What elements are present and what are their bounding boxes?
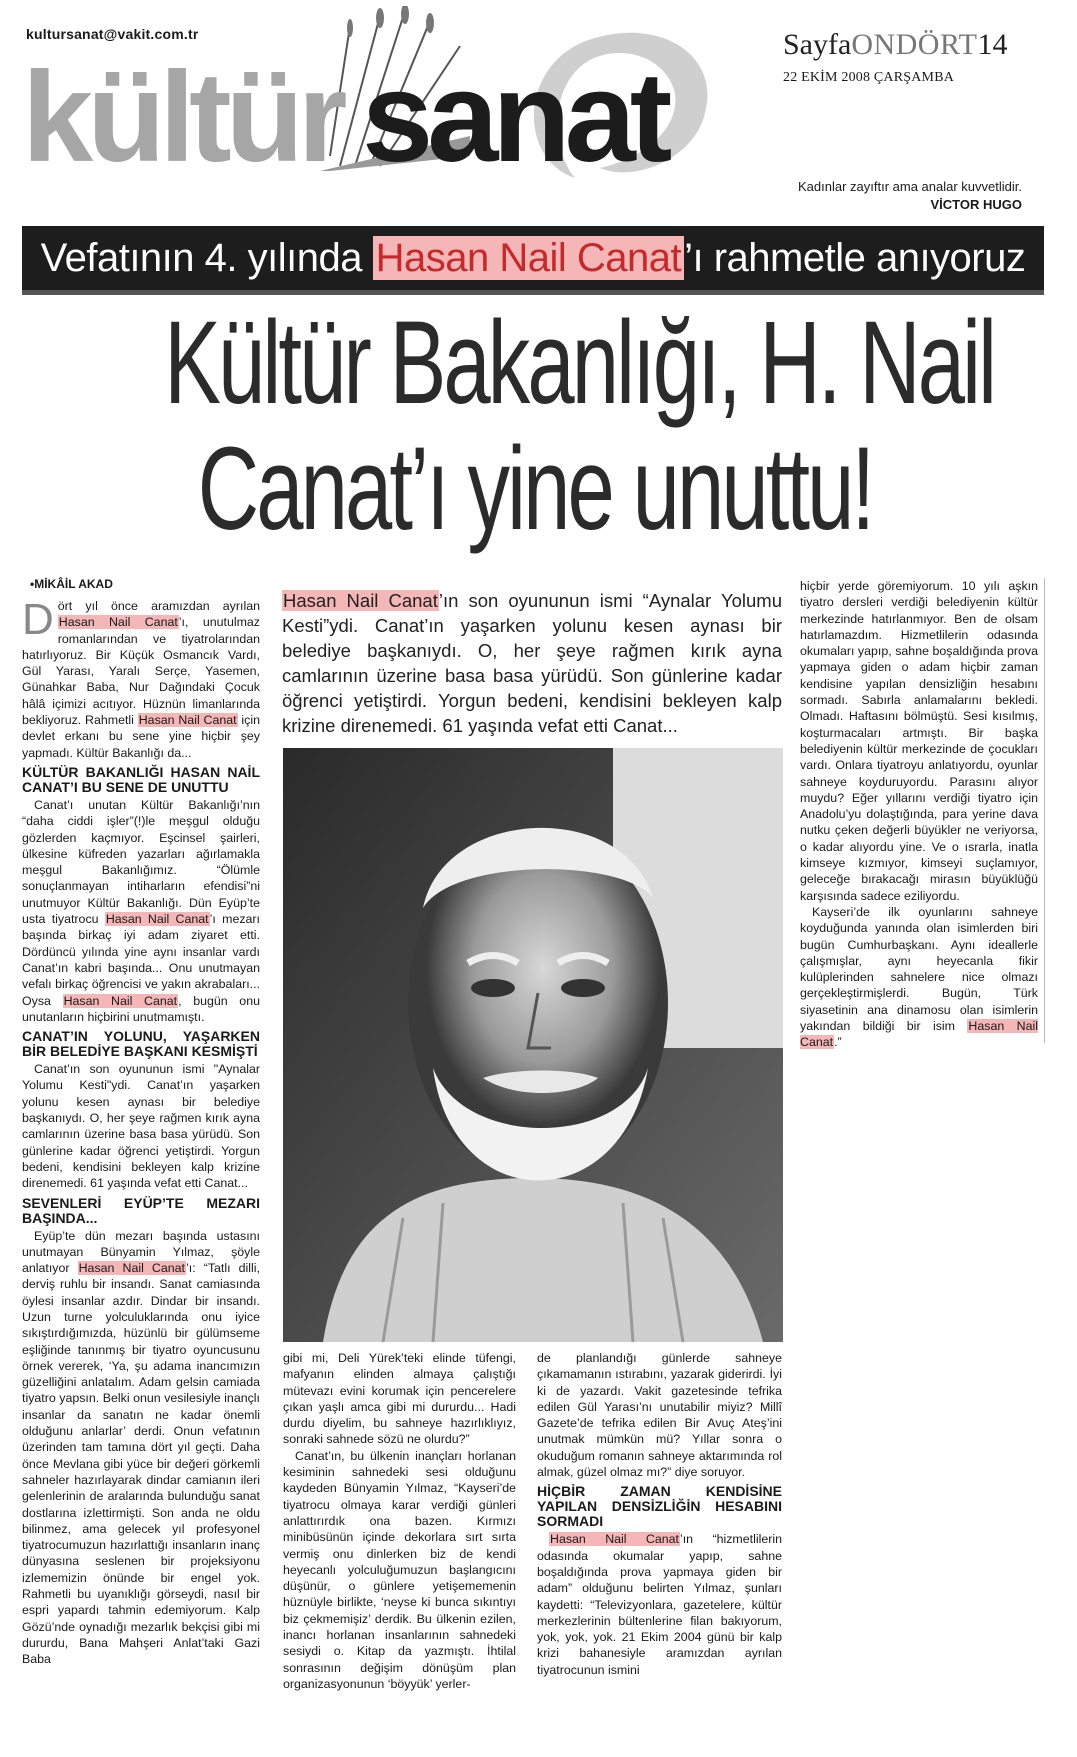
daily-quote bbox=[700, 178, 1022, 214]
subheading: SEVENLERİ EYÜP’TE MEZARI BAŞINDA... bbox=[22, 1194, 260, 1226]
article-column-1 bbox=[22, 595, 260, 1668]
headline-line1: Kültür Bakanlığı, H. Nail bbox=[164, 297, 995, 429]
issue-date: 22 EKİM 2008 ÇARŞAMBA bbox=[783, 70, 955, 85]
text-run: Canat’ı unutan Kültür Bakanlığı’nın “daha ciddi işler”(!)le meşgul olduğu gözlerden kaçmıyor. Eşcinsel şairleri, ülkesine küfreden yazarları ağırlamakla meşgul Bakanlığımız. “Ölümle sonuçlanmayan intiharların efendisi”ni unutmuyor Kültür Bakanlığı. Dün Eyüp’te usta tiyatrocu bbox=[22, 797, 260, 927]
name-highlight: Hasan Nail Canat bbox=[58, 615, 178, 630]
name-highlight: Hasan Nail Canat bbox=[78, 1261, 185, 1276]
portrait-photo bbox=[283, 748, 783, 1342]
headline-line2: Canat’ı yine unuttu! bbox=[197, 423, 873, 555]
sayfa-label: Sayfa bbox=[783, 28, 852, 61]
paragraph: Canat’ın son oyununun ismi "Aynalar Yolumu Kesti"ydi. Canat’ın yaşarken yolunu kesen aynası bir belediye başkanıydı. O, her şeye rağmen kırık ayna camlarının üzerine basa basa yürüdü. Son günlerine kadar öğrenci yetiştirdi. Yorgun bedeni, kendisini bekleyen kalp krizine direnemedi. 61 yaşında vefat etti Canat... bbox=[22, 1062, 260, 1191]
banner-highlight: Hasan Nail Canat bbox=[373, 236, 685, 280]
text-run: ’ı: “Tatlı dilli, derviş ruhlu bir insandı. Sanat camiasında öylesi insanlar azdır. Dindar bir insandı. Uzun turne yolculuklarında onu iyice sıkıştırdığımızda, hüzünlü bir gülümseme eşliğinde tanınmış bir tiyatro oyuncusunu örnek vererek, ‘Ya, şu adama inancımızın güzelliğini anlatalım. Adam gelsin camiada tiyatro yapsın. Belki onun vesilesiyle inançlı insanlar da sanatın ne kadar önemli olduğunu anlarlar’ derdi. Onun vefatının üzerinden tam tamına dört yıl geçti. Daha önce Mevlana gibi yüce bir değeri görkemli sahneler hazırlayarak dindar camianın ileri gelenlerinin de aralarında bulunduğu sanat dostlarına izlettirmişti. Son anda ne oldu bilinmez, ama gelecek yıl profesyonel tiyatrocumuzun hazırlattığı insanların inanç dünyasına seslenen bir projeksiyonu izlememizin önünde bir engel yok. Rahmetli bu uyanıklığı görseydi, nasıl bir espri yapardı tahmin edemiyorum. Kalp Gözü’nde oynadığı mezarlık bekçisi gibi mi dururdu, Bana Mahşeri Anlat’taki Gazi Baba bbox=[22, 1261, 260, 1667]
article-column-2 bbox=[283, 1350, 516, 1692]
quote-author: VİCTOR HUGO bbox=[930, 197, 1022, 212]
name-highlight: Hasan Nail Canat bbox=[283, 590, 438, 611]
article-column-4 bbox=[800, 578, 1038, 1051]
text-run: ört yıl önce aramızdan ayrılan bbox=[57, 599, 260, 613]
subheading: KÜLTÜR BAKANLIĞI HASAN NAİL CANAT’I BU SENE DE UNUTTU bbox=[22, 763, 260, 795]
quote-text: Kadınlar zayıftır ama analar kuvvetlidir. bbox=[798, 179, 1022, 194]
headline bbox=[164, 297, 995, 555]
text-run: , bugün onu unutanların hiçbirini unutmamıştı. bbox=[22, 993, 260, 1024]
banner-title bbox=[22, 226, 1044, 290]
drop-cap: D bbox=[22, 595, 54, 644]
sayfa-word: ONDÖRT bbox=[851, 28, 978, 61]
text-run: ’ı mezarı başında birkaç iyi adam ziyaret etti. Dördüncü yılında yine aynı insanlar vardı Canat’ın kabri başında... Onu unutmayan vefalı birkaç öğrencisi ve yakın akrabaları... Oysa bbox=[22, 912, 260, 1008]
banner-before: Vefatının 4. yılında bbox=[40, 236, 373, 280]
text-run: Eyüp’te dün mezarı başında ustasını unutmayan Bünyamin Yılmaz, şöyle anlatıyor bbox=[22, 1228, 260, 1276]
subheading: CANAT’IN YOLUNU, YAŞARKEN BİR BELEDİYE BAŞKANI KESMİŞTİ bbox=[22, 1028, 260, 1060]
text-run: .” bbox=[834, 1035, 842, 1050]
lead-paragraph bbox=[282, 588, 782, 738]
email-address: kultursanat@vakit.com.tr bbox=[26, 26, 199, 42]
subheading: HİÇBİR ZAMAN KENDİSİNE YAPILAN DENSİZLİĞİN HESABINI SORMADI bbox=[537, 1483, 782, 1530]
name-highlight: Hasan Nail Canat bbox=[138, 713, 237, 728]
paragraph: Canat’ın, bu ülkenin inançları horlanan kesiminin sahnedeki sesi olduğunu kaydeden Bünyamin Yılmaz, “Kayseri’de tiyatrocu olmaya karar verdiği günleri anlattırırdık ona bazen. Kırmızı minibüsünün içinde dekorlara sırt sırta vermiş onu dinlerken biz de kendi heyecanlı yolculuğumuzun başlangıcını düşünür, o günlere yetişememenin hüznüyle birlikte, ‘neyse ki bunca sıkıntıyı biz çekmemişiz’ derdik. Bu ülkenin ezilen, inancı horlanan insanlarının sahnedeki sesiydi o. Kitap da yazmıştı. İhtilal sonrasının değişim dönüşüm plan organizasyonunun ‘böyyük’ yerler- bbox=[283, 1448, 516, 1691]
byline: •MİKÂİL AKAD bbox=[30, 577, 113, 591]
article-column-3 bbox=[537, 1350, 782, 1678]
text-run: ’ı, unutulmaz romanlarından ve tiyatrolarından hatırlıyoruz. Bir Küçük Osmancık Vardı, Gül Yarası, Yaralı Serçe, Yasemen, Günahkar Baba, Nur Dağındaki Çocuk hâlâ içimizi acıtıyor. Hüznün limanlarında bekliyoruz. Rahmetli bbox=[22, 615, 260, 728]
text-run: Kayseri’de ilk oyunlarını sahneye koyduğunda yanında olan isimlerden biri bugün Cumhurbaşkanı. Aynı ideallerle çalışmışlar, aynı heyecanla fikir kulüplerinden sahnelere nice olmazı gerçekleştirmişlerdi. Bugün, Türk siyasetinin ana dinamosu olan isimlerin yakından bildiği bir isim bbox=[800, 904, 1038, 1034]
logo-kultur: kültür bbox=[22, 46, 342, 189]
paragraph: de planlandığı günlerde sahneye çıkamamanın ıstırabını, yazarak giderirdi. İyi ki de yazardı. Vakit gazetesinde tefrika edilen Gül Yarası’nı unutabilir miyiz? Millî Gazete’de tefrika edilen Bir Avuç Ateş’ini unutmak mümkün mü? Yıllar sonra o okuduğum romanın sahneye aktarımında rol almak, güzel olmaz mı?” diye soruyor. bbox=[537, 1351, 782, 1480]
name-highlight: Hasan Nail Canat bbox=[550, 1532, 679, 1547]
text-run: ’ın son oyununun ismi “Aynalar Yolumu Kesti”ydi. Canat’ın yaşarken yolunu kesen aynası bir belediye başkanıydı. O, her şeye rağmen kırık ayna camlarının üzerine basa basa yürüdü. Son günlerine kadar öğrenci yetiştirdi. Yorgun bedeni, kendisini bekleyen kalp krizine direnemedi. 61 yaşında vefat etti Canat... bbox=[282, 590, 782, 736]
logo-sanat: sanat bbox=[362, 46, 667, 189]
page-number bbox=[783, 28, 1008, 62]
name-highlight: Hasan Nail Canat bbox=[105, 912, 209, 927]
text-run: ’ın “hizmetlilerin odasında okumalar yapıp, sahne boşaldığında prova yapmaya giden bir adam” olduğunu belirten Yılmaz, şunları kaydetti: “Televizyonlara, gazetelere, kültür merkezlerinin bültenlerine filan bakıyorum, yok, yok, yok. 21 Ekim 2004 günü bir kalp krizi bahanesiyle aramızdan ayrılan tiyatrocunun ismini bbox=[537, 1532, 782, 1677]
sayfa-number: 14 bbox=[977, 28, 1008, 61]
column-rule bbox=[1044, 578, 1045, 1043]
name-highlight: Hasan Nail Canat bbox=[63, 993, 178, 1008]
name-highlight: Hasan Nail Canat bbox=[800, 1019, 1038, 1050]
paragraph: gibi mi, Deli Yürek’teki elinde tüfengi, mafyanın elinden almaya çalıştığı mütevazı evini korumak için pencerelere çıkan yaşlı amca gibi mi dururdu... Hadi durdu diyelim, bu sahneye hazırlıklıyız, sonraki sahnede sözü ne olurdu?” bbox=[283, 1351, 516, 1447]
text-run: için devlet erkanı bu sene yine hiçbir şey yapmadı. Kültür Bakanlığı da... bbox=[22, 713, 260, 760]
paragraph: hiçbir yerde göremiyorum. 10 yılı aşkın tiyatro dersleri verdiği belediyenin kültür merkezinde hatırlanmıyor. Ben de olsam hatırlamazdım. Hizmetlilerin odasında okumaları yapıp, sahne boşaldığında prova yapmaya giden o adam hiçbir zaman kendisine yapılan densizliğin hesabını sormadı. Sabırla anlamalarını bekledi. Olmadı. Haftasını bölmüştü. Sesi kısılmış, koşturmacaları artmıştı. Bir başka belediyenin kültür merkezinde de çocukları vardı. Onlara tiyatroyu anlatıyordu, oyunlar sahneye koyduruyordu. Parasını alıyor muydu? Eğer yıllarını verdiği tiyatro için Anadolu’yu dolaştığında, para yerine dava nutku çeken değerli büyükler ne veriyorsa, o kadar alıyordu yine. Ve o ısrarla, inatla kimseye kızmıyor, kimseyi suçlamıyor, geleceğe bırakacağı mirasın büyüklüğü karşısında sadece eziliyordu. bbox=[800, 579, 1038, 903]
banner-after: ’ı rahmetle anıyoruz bbox=[684, 236, 1026, 280]
